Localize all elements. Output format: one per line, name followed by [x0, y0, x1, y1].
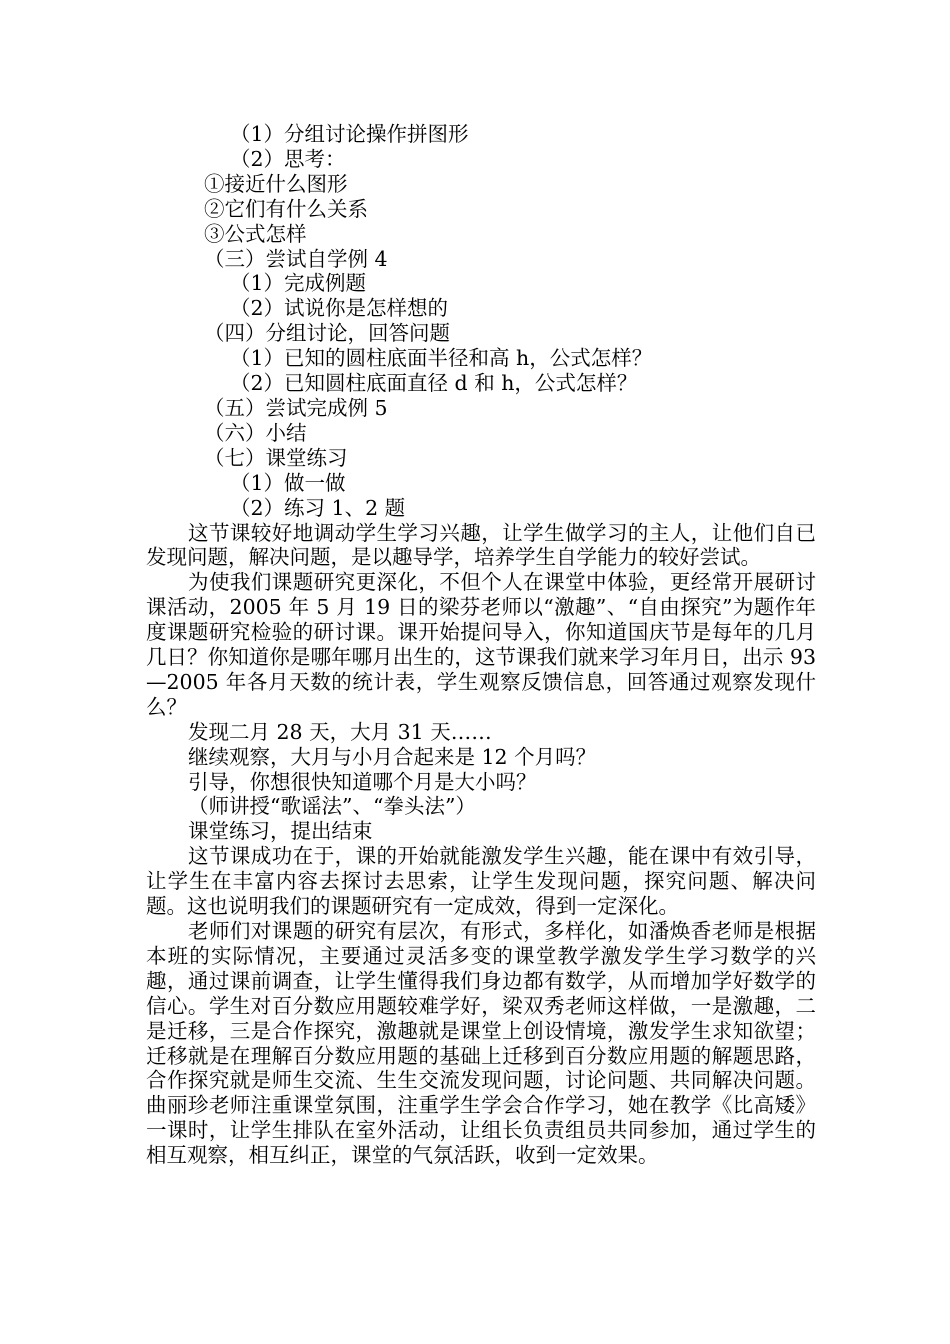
body-line: （师讲授“歌谣法”、“拳头法”） — [188, 794, 476, 819]
outline-heading: （三）尝试自学例 4 — [204, 246, 388, 271]
outline-item: ①接近什么图形 — [204, 171, 348, 196]
body-line: 引导，你想很快知道哪个月是大小吗？ — [188, 769, 537, 794]
outline-item: （2）试说你是怎样想的 — [230, 296, 449, 321]
outline-item: （2）练习 1、2 题 — [230, 495, 406, 520]
body-paragraph: 老师们对课题的研究有层次，有形式，多样化，如潘焕香老师是根据本班的实际情况，主要通过灵活多变的课堂教学激发学生学习数学的兴趣，通过课前调查，让学生懂得我们身边都有数学，从而增加学好数学的信心。学生对百分数应用题较难学好，梁双秀老师这样做，一是激趣，二是迁移，三是合作探究，激趣就是课堂上创设情境，激发学生求知欲望；迁移就是在理解百分数应用题的基础上迁移到百分数应用题的解题思路，合作探究就是师生交流、生生交流发现问题，讨论问题、共同解决问题。曲丽珍老师注重课堂氛围，注重学生学会合作学习，她在教学《比高矮》一课时，让学生排队在室外活动，让组长负责组员共同参加，通过学生的相互观察，相互纠正，课堂的气氛活跃，收到一定效果。 — [146, 919, 816, 1168]
body-paragraph: 这节课较好地调动学生学习兴趣，让学生做学习的主人，让他们自已发现问题，解决问题，是以趣导学，培养学生自学能力的较好尝试。 — [146, 520, 816, 570]
outline-item: （1）完成例题 — [230, 271, 367, 296]
outline-item: （1）做一做 — [230, 470, 346, 495]
outline-item: （2）已知圆柱底面直径 d 和 h，公式怎样？ — [230, 371, 638, 396]
outline-item: ②它们有什么关系 — [204, 196, 368, 221]
outline-heading: （四）分组讨论，回答问题 — [204, 321, 450, 346]
outline-heading: （五）尝试完成例 5 — [204, 395, 388, 420]
body-line: 继续观察，大月与小月合起来是 12 个月吗？ — [188, 744, 597, 769]
outline-item: （1）已知的圆柱底面半径和高 h，公式怎样？ — [230, 346, 653, 371]
body-paragraph: 为使我们课题研究更深化，不但个人在课堂中体验，更经常开展研讨课活动，2005 年 5 月 19 日的梁芬老师以“激趣”、“自由探究”为题作年度课题研究检验的研讨课。课开始提问导入，你知道国庆节是每年的几月几日？你知道你是哪年哪月出生的，这节课我们就来学习年月日，出示 93—2005 年各月天数的统计表，学生观察反馈信息，回答通过观察发现什么？ — [146, 570, 816, 719]
outline-item: ③公式怎样 — [204, 221, 307, 246]
document-body — [146, 122, 816, 1168]
outline-heading: （七）课堂练习 — [204, 445, 348, 470]
outline-item: （1）分组讨论操作拼图形 — [230, 122, 469, 146]
outline-heading: （六）小结 — [204, 420, 307, 445]
body-line: 课堂练习，提出结束 — [188, 819, 373, 844]
outline-item: （2）思考： — [230, 146, 346, 171]
body-paragraph: 这节课成功在于，课的开始就能激发学生兴趣，能在课中有效引导，让学生在丰富内容去探讨去思索，让学生发现问题，探究问题、解决问题。这也说明我们的课题研究有一定成效，得到一定深化。 — [146, 844, 816, 919]
body-line: 发现二月 28 天，大月 31 天…… — [188, 719, 492, 744]
